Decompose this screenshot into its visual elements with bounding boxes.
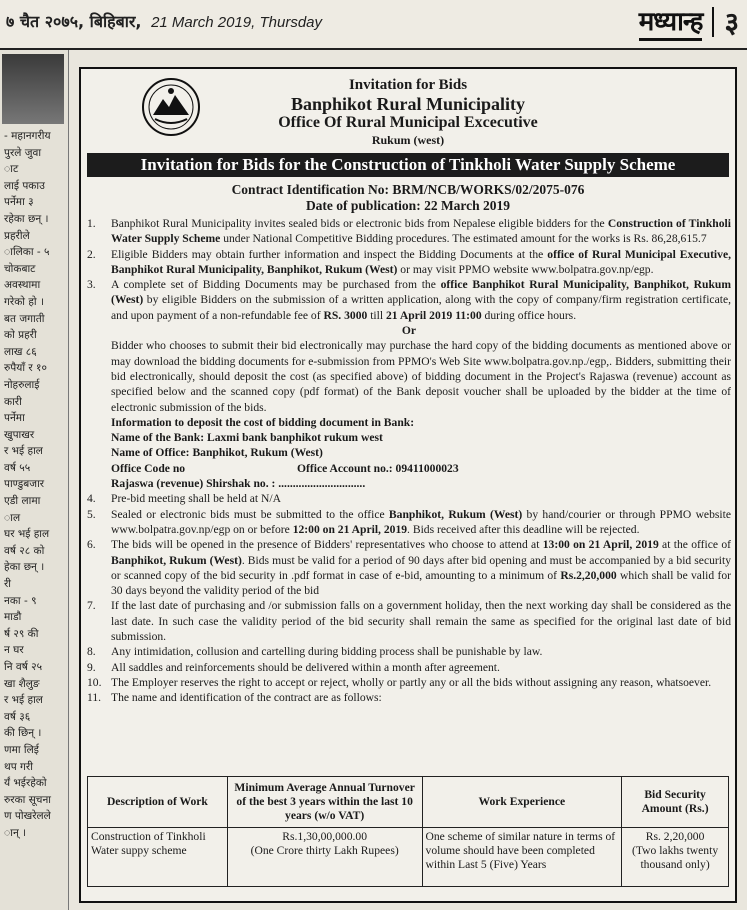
notice-item-3: 3. A complete set of Bidding Documents may be purchased from the office Banphikot Rural Municipality, Banphikot, Rukum (West) by eligible Bidders on the submission of a written application, along with the copy of company/firm registration certificate, and upon payment of a non-refundable fee of RS. 3000 till 21 April 2019 11:00 during office hours. [87,278,731,322]
news-text-line: हेका छन् । [4,561,45,574]
notice-item-2: 2. Eligible Bidders may obtain further information and inspect the Bidding Documents at the office of Rural Municipal Executive, Banphikot Rural Municipality, Banphikot, Rukum (West) or may visit PPMO website www.bolpatra.gov.np/egp. [87,247,731,276]
notice-item-1: 1. Banphikot Rural Municipality invites sealed bids or electronic bids from Nepalese eligible bidders for the Construction of Tinkholi Water Supply Scheme under National Competitive Bidding procedures. The estimated amount for the works is Rs. 86,28,615.7 [87,217,731,246]
contract-identification: Contract Identification No: BRM/NCB/WORKS/02/2075-076 [231,182,585,197]
notice-item-4: 4. Pre-bid meeting shall be held at N/A [87,492,282,506]
news-text-line: वर्ष २८ को [4,544,45,557]
bank-name: Name of the Bank: Laxmi bank banphikot rukum west [111,431,383,445]
news-text-line: पुरले जुवा [4,146,42,159]
news-text-line: वर्ष ५५ [4,461,31,474]
notice-item-10: 10. The Employer reserves the right to accept or reject, wholly or partly any or all the bids without assigning any reason, whatsoever. [87,675,712,689]
office-account: Office Account no.: 09411000023 [297,461,459,475]
news-text-line: पाण्डुबजार [4,478,45,491]
news-text-line: ाल [4,511,21,524]
bank-heading: Information to deposit the cost of bidding document in Bank: [111,415,415,429]
newspaper-header [0,0,747,50]
news-text-line: अवस्थामा [4,279,41,292]
masthead-divider [712,7,714,37]
news-text-line: चोकबाट [4,262,36,275]
news-text-line: एडी लामा [4,495,41,508]
news-text-line: ान् । [4,826,27,839]
adjacent-news-column [0,50,69,910]
office-code: Office Code no [111,461,186,475]
news-text-line: री [4,578,12,591]
news-text-line: माडौ [4,611,22,624]
news-text-line: ाट [4,163,19,176]
news-text-line: को प्रहरी [4,329,37,342]
table-header: Description of Work [88,777,228,828]
masthead [639,2,739,41]
news-text-line: खुपाखर [4,428,35,441]
district-name: Rukum (west) [371,133,445,147]
bank-deposit-info [87,415,731,491]
table-header-row [88,777,729,828]
news-text-line: पर्नेमा ३ [4,196,34,209]
news-text-line: रुपैयाँ र १० [4,362,47,375]
news-text-line: र्ष २९ की [4,627,39,640]
table-header: Minimum Average Annual Turnover of the best 3 years within the last 10 years (w/o VAT) [227,777,422,828]
news-text [0,128,68,842]
news-text-line: नोहरुलाई [4,378,40,391]
issue-date [6,10,326,32]
table-header: Bid Security Amount (Rs.) [622,777,729,828]
english-date: 21 March 2019, Thursday [151,14,323,31]
news-text-line: नि वर्ष २५ [4,661,43,673]
news-text-line: रहेका छन् । [4,212,49,225]
or-separator: Or [401,324,417,338]
news-text-line: रुरका सूचना [4,793,52,806]
news-text-line: लाई पकाउ [4,179,45,192]
notice-item-11: 11. The name and identification of the contract are as follows: [87,691,382,705]
rajaswa-number: Rajaswa (revenue) Shirshak no. : .............................. [111,477,366,491]
contract-table [87,776,729,887]
news-text-line: र भई हाल [4,694,43,707]
news-text-line: र भई हाल [4,445,43,458]
news-text-line: पर्नेमा [4,412,25,425]
table-row [88,828,729,887]
notice-item-8: 8. Any intimidation, collusion and cartelling during bidding process shall be punishable by law. [87,645,543,659]
nepali-date: ७ चैत २०७५, बिहिबार, [6,12,142,31]
publication-date: Date of publication: 22 March 2019 [305,198,511,213]
table-cell-description: Construction of Tinkholi Water suppy scheme [88,828,228,887]
notice-item-9: 9. All saddles and reinforcements should be delivered within a month after agreement. [87,660,500,674]
electronic-bid-paragraph: Bidder who chooses to submit their bid electronically may purchase the hard copy of the bidding documents as mentioned above or may download the bidding documents for e-submission from PPMO's Web Site www.bolpatra.gov.np./egp,. Bidders, submitting their bid electronically, should deposit the cost (as specified above) of bidding document in the Project's Rajaswa (revenue) account as specified below and the scanned copy (pdf format) of the Bank deposit voucher shall be uploaded by the bidder at the time of electronic submission of the bids. [111,339,731,414]
news-text-line: कारी [4,395,22,408]
news-text-line: थप गरी [4,760,33,773]
news-text-line: बत जगाती [4,312,45,325]
news-text-line: की छिन् । [4,727,42,740]
page-number: ३ [724,5,739,39]
news-text-line: णमा लिई [4,743,39,756]
notice-body [87,216,731,706]
table-cell-bid-security: Rs. 2,20,000 (Two lakhs twenty thousand only) [622,828,729,887]
news-text-line: प्रहरीले [4,229,30,242]
news-text-line: खा शैलुङ [4,677,40,690]
notice-item-5: 5. Sealed or electronic bids must be submitted to the office Banphikot, Rukum (West) by hand/courier or through PPMO website www.bolpatra.gov.np/egp on or before 12:00 on 21 April, 2019. Bids received after this deadline will be rejected. [87,507,731,536]
news-photo [2,54,64,124]
news-text-line: न घर [4,644,24,657]
newspaper-logo: मध्यान्ह [639,2,703,41]
bid-notice [79,67,737,903]
table-cell-experience: One scheme of similar nature in terms of volume should have been completed within Last 5 (Five) Years [422,828,622,887]
news-text-line: - महानगरीय [4,130,51,142]
table-cell-turnover: Rs.1,30,00,000.00 (One Crore thirty Lakh Rupees) [227,828,422,887]
news-text-line: घर भई हाल [4,528,50,541]
news-text-line: वर्ष ३६ [4,710,31,723]
organization-name: Banphikot Rural Municipality [290,94,526,114]
news-text-line: ालिका - ५ [4,246,50,259]
office-name: Office Of Rural Municipal Excecutive [278,114,538,131]
news-text-line: गरेको हो । [4,295,44,308]
table-header: Work Experience [422,777,622,828]
notice-item-6: 6. The bids will be opened in the presence of Bidders' representatives who choose to attend at 13:00 on 21 April, 2019 at the office of Banphikot, Rukum (West). Bids must be valid for a period of 90 days after bid opening and must be accompanied by a bid security or scanned copy of the bid security in .pdf format in case of e-bid, amounting to a minimum of Rs.2,20,000 which shall be valid for 30 days beyond the validity period of the bid [87,538,732,598]
news-text-line: र्यं भईरहेको [4,777,47,790]
news-text-line: ण पोखरेलले [4,810,51,823]
bank-office-name: Name of Office: Banphikot, Rukum (West) [111,446,323,460]
news-text-line: नका - ९ [4,594,37,607]
notice-kicker: Invitation for Bids [348,77,468,93]
notice-banner: Invitation for Bids for the Construction of Tinkholi Water Supply Scheme [87,153,729,177]
notice-item-7: 7. If the last date of purchasing and /or submission falls on a government holiday, then the next working day shall be considered as the last date. In such case the validity period of the bid security shall remain the same as specified for the original last date of bid submission. [87,599,731,644]
news-text-line: लाख ८६ [4,345,37,358]
